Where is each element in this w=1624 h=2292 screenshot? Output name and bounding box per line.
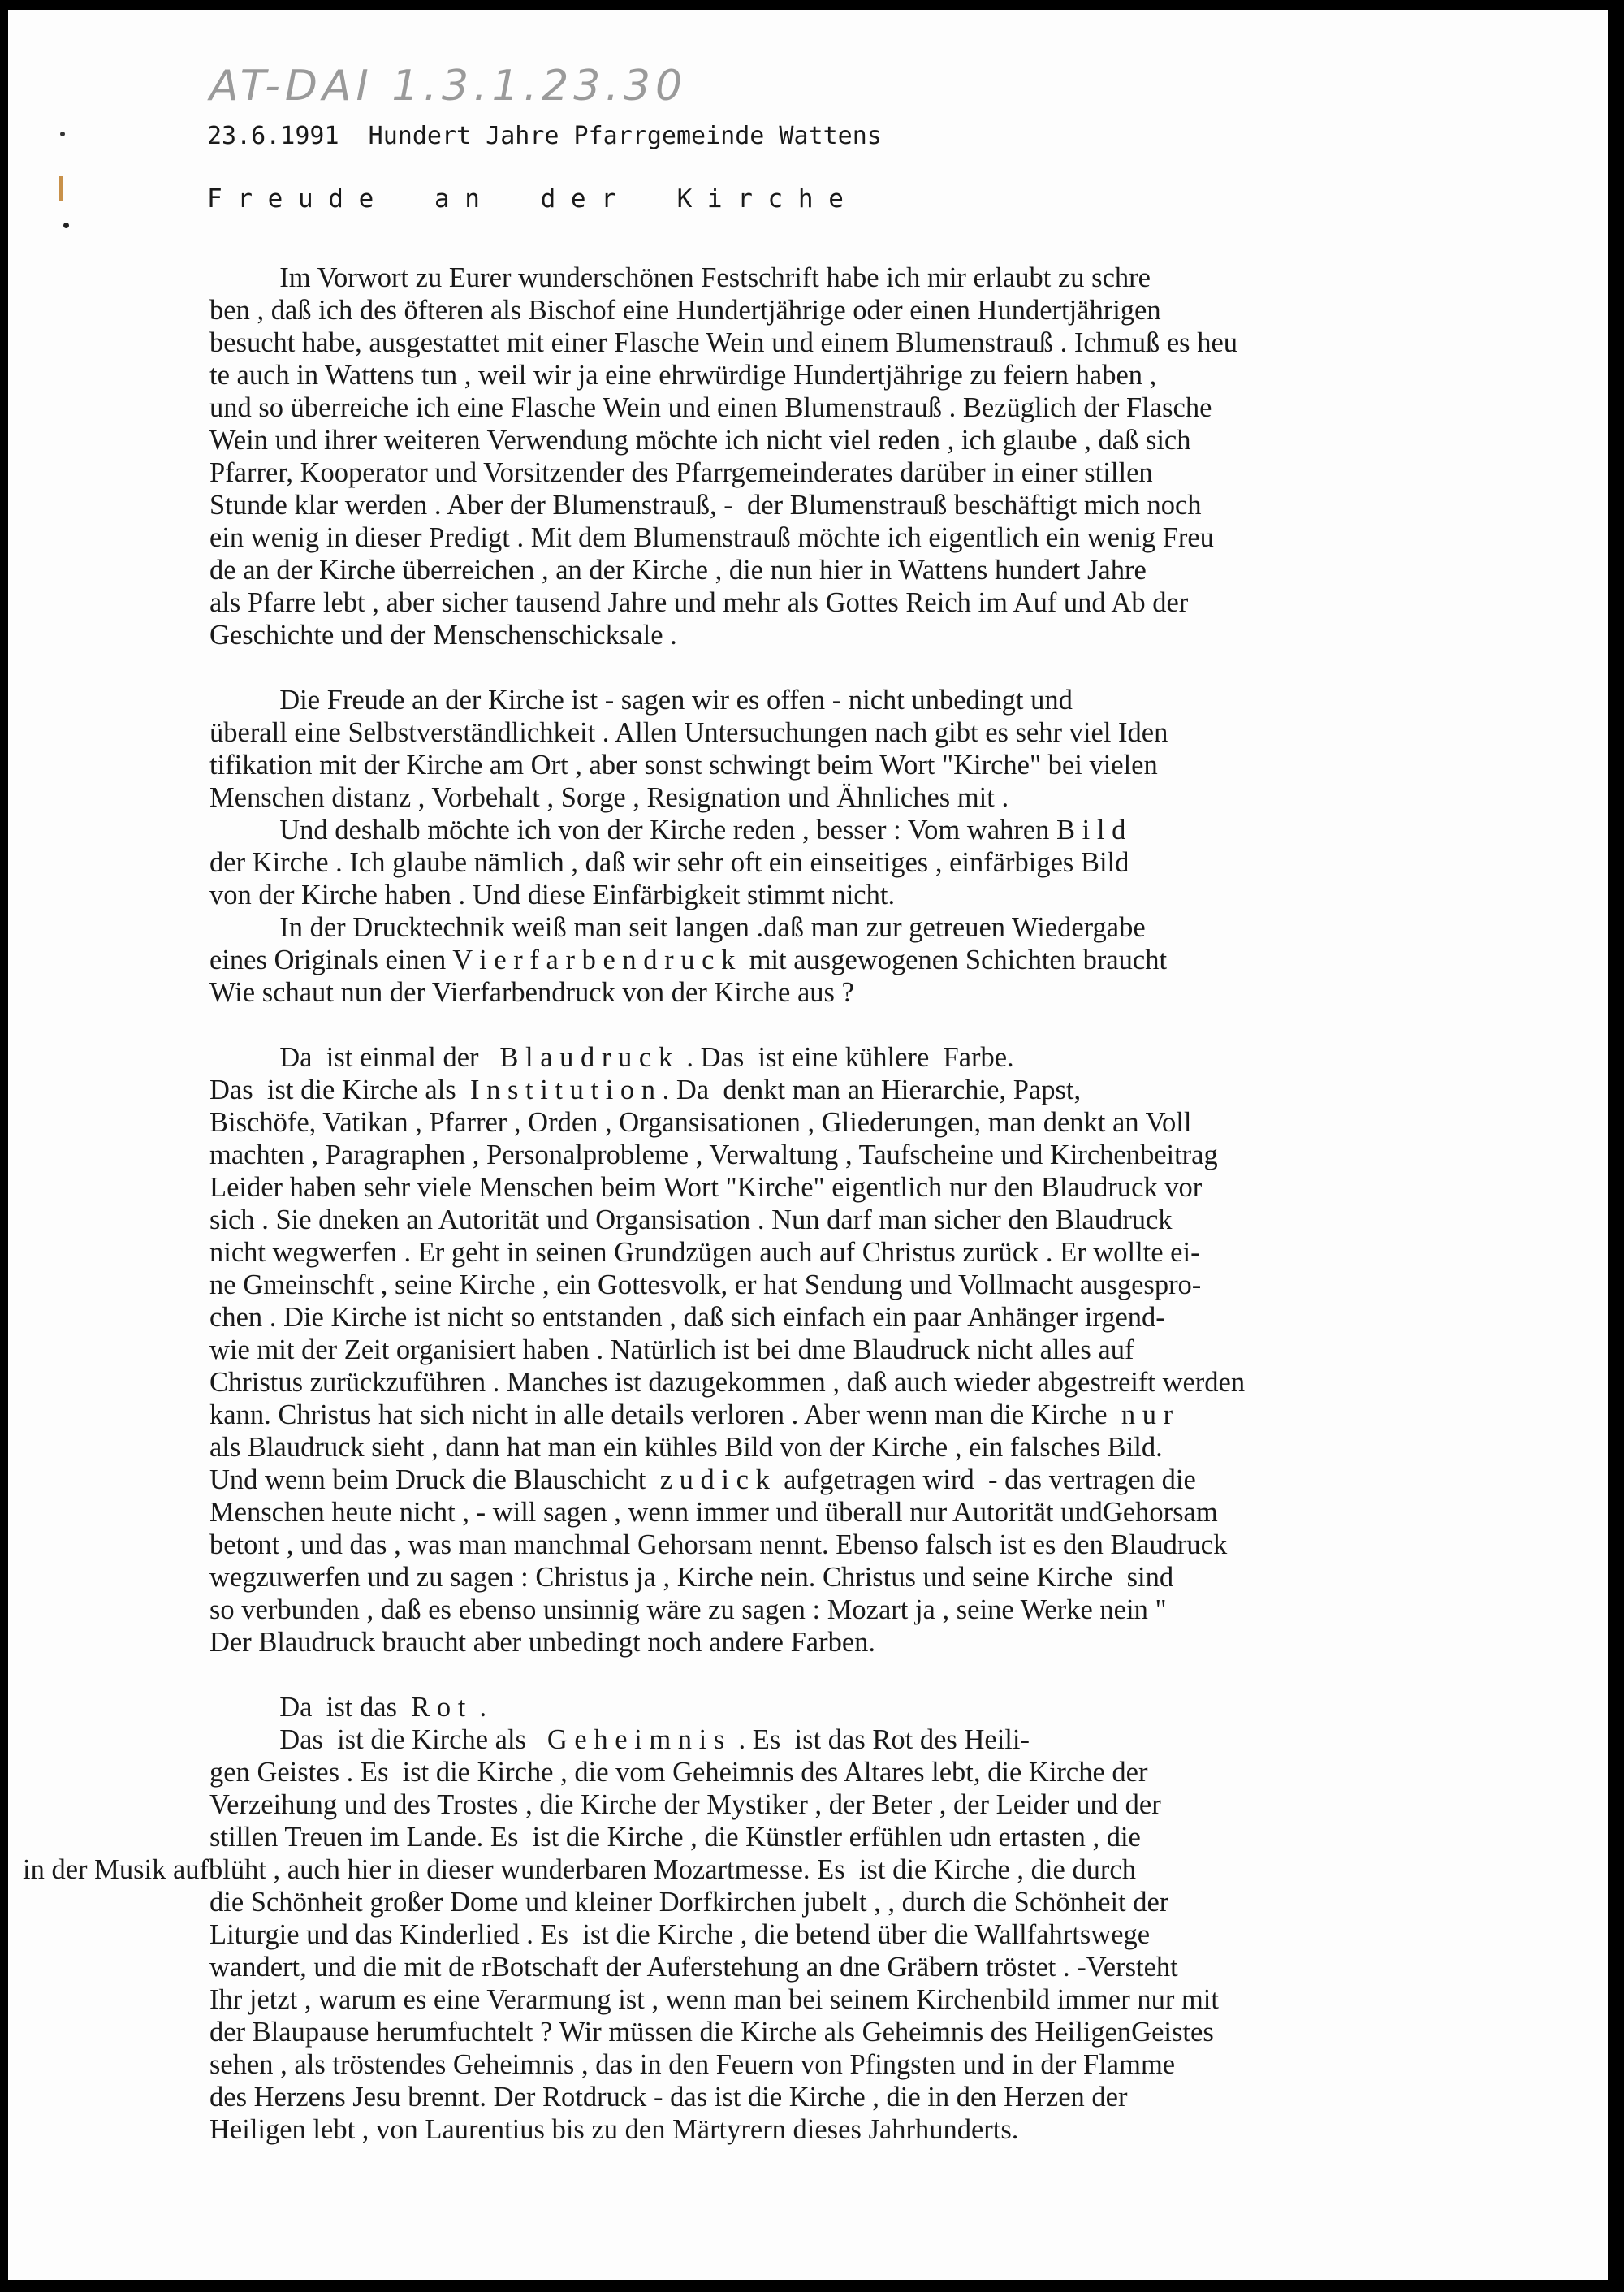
text-line: wie mit der Zeit organisiert haben . Natürlich ist bei dme Blaudruck nicht alles auf [209, 1334, 1134, 1365]
paragraph [209, 1041, 1606, 1658]
text-line: Wie schaut nun der Vierfarbendruck von der Kirche aus ? [209, 977, 854, 1008]
text-line: Bischöfe, Vatikan , Pfarrer , Orden , Organsisationen , Gliederungen, man denkt an Voll [209, 1107, 1192, 1138]
text-line: te auch in Wattens tun , weil wir ja eine ehrwürdige Hundertjährige zu feiern haben , [209, 360, 1157, 391]
text-line: wandert, und die mit de rBotschaft der Auferstehung an dne Gräbern tröstet . -Versteht [209, 1952, 1178, 1983]
text-line: Menschen distanz , Vorbehalt , Sorge , Resignation und Ähnliches mit . [209, 782, 1009, 813]
text-line: sehen , als tröstendes Geheimnis , das in den Feuern von Pfingsten und in der Flamme [209, 2049, 1176, 2080]
paragraph-gap [209, 1009, 1606, 1041]
text-line: in der Musik aufblüht , auch hier in dieser wunderbaren Mozartmesse. Es ist die Kirche , die durch [23, 1854, 1136, 1885]
paragraph [209, 684, 1606, 1009]
text-line: sich . Sie dneken an Autorität und Organsisation . Nun darf man sicher den Blaudruck [209, 1204, 1173, 1235]
text-line: Da ist das R o t . [209, 1692, 487, 1723]
text-line: de an der Kirche überreichen , an der Kirche , die nun hier in Wattens hundert Jahre [209, 555, 1147, 586]
paragraph-gap [209, 651, 1606, 684]
text-line: besucht habe, ausgestattet mit einer Flasche Wein und einem Blumenstrauß . Ichmuß es heu [209, 327, 1238, 358]
text-line: der Blaupause herumfuchtelt ? Wir müssen die Kirche als Geheimnis des HeiligenGeistes [209, 2017, 1214, 2048]
text-line: Und wenn beim Druck die Blauschicht z u d i c k aufgetragen wird - das vertragen die [209, 1464, 1196, 1495]
text-line: gen Geistes . Es ist die Kirche , die vom Geheimnis des Altares lebt, die Kirche der [209, 1757, 1148, 1788]
paragraph [209, 262, 1606, 651]
sermon-body [23, 262, 1606, 2146]
text-line: als Blaudruck sieht , dann hat man ein kühles Bild von der Kirche , ein falsches Bild. [209, 1432, 1163, 1463]
text-line: überall eine Selbstverständlichkeit . Allen Untersuchungen nach gibt es sehr viel Iden [209, 717, 1168, 748]
text-line: Ihr jetzt , warum es eine Verarmung ist , wenn man bei seinem Kirchenbild immer nur mit [209, 1984, 1219, 2015]
text-line: Das ist die Kirche als G e h e i m n i s . Es ist das Rot des Heili- [209, 1724, 1030, 1755]
text-line: und so überreiche ich eine Flasche Wein und einen Blumenstrauß . Bezüglich der Flasche [209, 392, 1212, 423]
text-line: Heiligen lebt , von Laurentius bis zu den Märtyrern dieses Jahrhunderts. [209, 2114, 1019, 2145]
text-line: ne Gmeinschft , seine Kirche , ein Gottesvolk, er hat Sendung und Vollmacht ausgespro- [209, 1269, 1202, 1300]
paragraph-gap [209, 1658, 1606, 1691]
text-line: Liturgie und das Kinderlied . Es ist die Kirche , die betend über die Wallfahrtswege [209, 1919, 1151, 1950]
text-line: Pfarrer, Kooperator und Vorsitzender des Pfarrgemeinderates darüber in einer stillen [209, 457, 1153, 488]
text-line: ein wenig in dieser Predigt . Mit dem Blumenstrauß möchte ich eigentlich ein wenig Freu [209, 522, 1214, 553]
text-line: Wein und ihrer weiteren Verwendung möchte ich nicht viel reden , ich glaube , daß sich [209, 425, 1191, 456]
text-line: betont , und das , was man manchmal Gehorsam nennt. Ebenso falsch ist es den Blaudruck [209, 1529, 1228, 1560]
text-line: wegzuwerfen und zu sagen : Christus ja , Kirche nein. Christus und seine Kirche sind [209, 1562, 1174, 1593]
text-line: so verbunden , daß es ebenso unsinnig wäre zu sagen : Mozart ja , seine Werke nein " [209, 1594, 1167, 1625]
archive-signature-mark: AT-DAI 1.3.1.23.30 [209, 62, 688, 110]
text-line: Im Vorwort zu Eurer wunderschönen Festschrift habe ich mir erlaubt zu schre [209, 262, 1151, 293]
text-line: In der Drucktechnik weiß man seit langen .daß man zur getreuen Wiedergabe [209, 912, 1146, 943]
margin-dot-mark [60, 132, 65, 136]
text-line: Leider haben sehr viele Menschen beim Wort "Kirche" eigentlich nur den Blaudruck vor [209, 1172, 1203, 1203]
text-line: Und deshalb möchte ich von der Kirche reden , besser : Vom wahren B i l d [209, 815, 1126, 845]
text-line: Verzeihung und des Trostes , die Kirche der Mystiker , der Beter , der Leider und der [209, 1789, 1161, 1820]
text-line: Da ist einmal der B l a u d r u c k . Das ist eine kühlere Farbe. [209, 1042, 1014, 1073]
document-page [8, 10, 1608, 2280]
text-line: kann. Christus hat sich nicht in alle details verloren . Aber wenn man die Kirche n u r [209, 1399, 1173, 1430]
text-line: Christus zurückzuführen . Manches ist dazugekommen , daß auch wieder abgestreift werden [209, 1367, 1246, 1398]
text-line: Die Freude an der Kirche ist - sagen wir es offen - nicht unbedingt und [209, 685, 1073, 716]
margin-dot-mark [63, 223, 69, 228]
document-title: F r e u d e a n d e r K i r c h e [207, 184, 844, 214]
text-line: Menschen heute nicht , - will sagen , wenn immer und überall nur Autorität undGehorsam [209, 1497, 1218, 1528]
text-line: als Pfarre lebt , aber sicher tausend Jahre und mehr als Gottes Reich im Auf und Ab der [209, 587, 1189, 618]
text-line: nicht wegwerfen . Er geht in seinen Grundzügen auch auf Christus zurück . Er wollte ei- [209, 1237, 1200, 1268]
text-line: machten , Paragraphen , Personalprobleme , Verwaltung , Taufscheine und Kirchenbeitrag [209, 1140, 1218, 1170]
text-line: die Schönheit großer Dome und kleiner Dorfkirchen jubelt , , durch die Schönheit der [209, 1887, 1169, 1918]
text-line: tifikation mit der Kirche am Ort , aber sonst schwingt beim Wort "Kirche" bei vielen [209, 750, 1158, 781]
margin-stain-mark [59, 176, 63, 201]
text-line: von der Kirche haben . Und diese Einfärbigkeit stimmt nicht. [209, 880, 896, 910]
text-line: eines Originals einen V i e r f a r b e n d r u c k mit ausgewogenen Schichten braucht [209, 945, 1168, 975]
text-line: Stunde klar werden . Aber der Blumenstrauß, - der Blumenstrauß beschäftigt mich noch [209, 490, 1202, 521]
text-line: ben , daß ich des öfteren als Bischof eine Hundertjährige oder einen Hundertjährigen [209, 295, 1161, 326]
text-line: chen . Die Kirche ist nicht so entstanden , daß sich einfach ein paar Anhänger irgend- [209, 1302, 1165, 1333]
text-line: des Herzens Jesu brennt. Der Rotdruck - das ist die Kirche , die in den Herzen der [209, 2082, 1128, 2113]
text-line: Der Blaudruck braucht aber unbedingt noch andere Farben. [209, 1627, 876, 1658]
text-line: Geschichte und der Menschenschicksale . [209, 620, 677, 651]
date-heading: 23.6.1991 Hundert Jahre Pfarrgemeinde Wattens [207, 122, 882, 150]
text-line: stillen Treuen im Lande. Es ist die Kirche , die Künstler erfühlen udn ertasten , die [209, 1822, 1141, 1853]
text-line: der Kirche . Ich glaube nämlich , daß wir sehr oft ein einseitiges , einfärbiges Bild [209, 847, 1129, 878]
paragraph [23, 1691, 1606, 2146]
text-line: Das ist die Kirche als I n s t i t u t i o n . Da denkt man an Hierarchie, Papst, [209, 1075, 1082, 1105]
